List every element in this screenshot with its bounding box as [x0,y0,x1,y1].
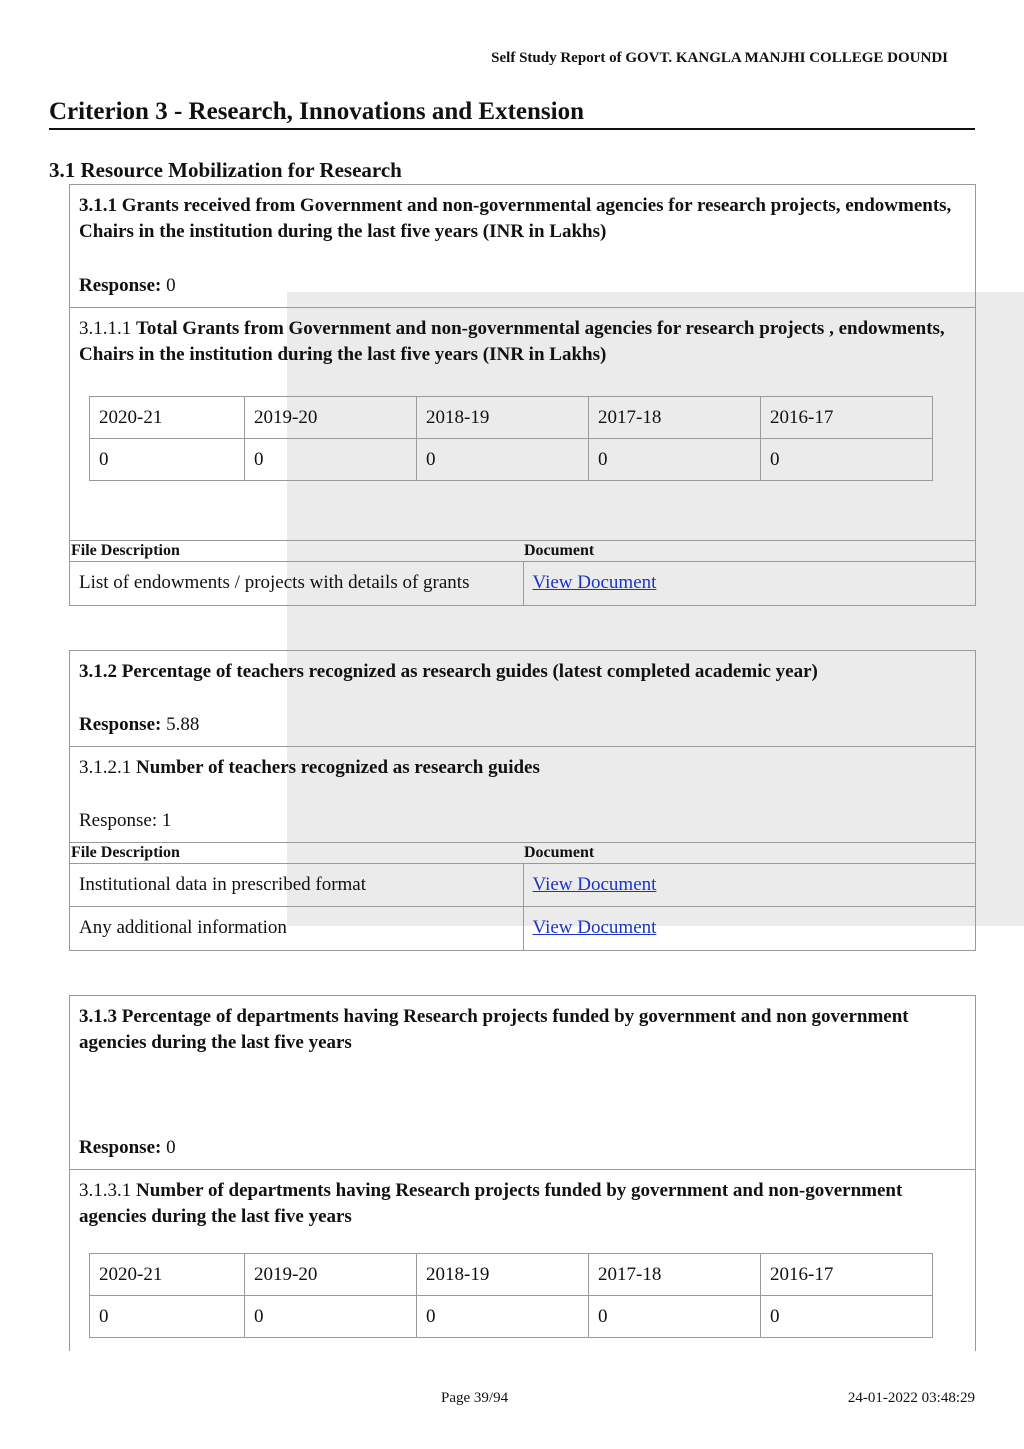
sub-metric-number: 3.1.2.1 [79,757,132,778]
document-header: Document [524,542,595,559]
metric-3-1-1-question-cell [70,185,975,307]
metric-3-1-1-1-cell [70,307,975,540]
file-row [70,907,975,950]
year-value-row [90,439,933,481]
metric-3-1-2-response [79,712,966,738]
file-description: List of endowments / projects with details of grants [70,562,523,605]
view-document-link[interactable]: View Document [532,874,657,895]
year-value: 0 [245,439,417,481]
file-row [70,562,975,605]
year-header: 2017-18 [589,1254,761,1296]
metric-3-1-2-question: 3.1.2 Percentage of teachers recognized as research guides (latest completed academic year) [79,661,818,682]
sub-metric-response: Response: 1 [79,810,172,831]
sub-metric-number: 3.1.3.1 [79,1180,132,1201]
year-value: 0 [245,1296,417,1338]
metric-3-1-1-box [69,184,976,606]
year-value: 0 [761,439,933,481]
file-description: Any additional information [70,907,523,950]
year-header: 2019-20 [245,397,417,439]
file-description-header: File Description [71,844,180,861]
metric-3-1-3-question-cell [70,996,975,1169]
metric-3-1-2-1-cell [70,746,975,842]
response-label: Response: [79,1137,162,1158]
sub-metric-text [79,1178,966,1230]
year-table [89,396,933,481]
response-value: 0 [166,1137,176,1158]
section-heading: 3.1 Resource Mobilization for Research [49,158,402,182]
metric-3-1-3-1-cell [70,1169,975,1346]
year-header: 2018-19 [417,397,589,439]
metric-3-1-3-box [69,995,976,1351]
response-value: 5.88 [166,714,200,735]
year-header: 2020-21 [90,397,245,439]
year-value: 0 [589,1296,761,1338]
sub-metric-title: Number of teachers recognized as research guides [136,757,540,778]
response-value: 0 [166,275,176,296]
file-description-header: File Description [71,542,180,559]
year-value-row [90,1296,933,1338]
year-header-row [90,1254,933,1296]
year-value: 0 [761,1296,933,1338]
year-header: 2018-19 [417,1254,589,1296]
file-table [70,842,975,950]
view-document-link[interactable]: View Document [532,572,657,594]
page-number: Page 39/94 [441,1390,509,1406]
metric-3-1-2-box [69,650,976,951]
metric-3-1-2-question-cell [70,651,975,746]
year-header: 2016-17 [761,397,933,439]
year-table [89,1253,933,1338]
year-value: 0 [417,1296,589,1338]
metric-3-1-3-question: 3.1.3 Percentage of departments having Research projects funded by government and non government agencies during the last five years [79,1006,909,1053]
year-value: 0 [589,439,761,481]
file-table-header [70,541,975,562]
file-description: Institutional data in prescribed format [70,864,523,907]
criterion-title: Criterion 3 - Research, Innovations and Extension [49,98,975,130]
file-row [70,864,975,907]
sub-metric-text [79,755,966,781]
year-value: 0 [90,1296,245,1338]
year-header: 2017-18 [589,397,761,439]
file-table-header [70,843,975,864]
metric-3-1-1-question: 3.1.1 Grants received from Government and non-governmental agencies for research projects, endowments, Chairs in the institution during the last five years (INR in Lakhs) [79,195,952,242]
year-header: 2020-21 [90,1254,245,1296]
sub-metric-title: Total Grants from Government and non-governmental agencies for research projects , endowments, Chairs in the institution during the last five years (INR in Lakhs) [79,318,945,365]
response-label: Response: [79,714,162,735]
sub-metric-title: Number of departments having Research projects funded by government and non-government agencies during the last five years [79,1180,903,1227]
metric-3-1-3-response [79,1135,966,1161]
document-header: Document [524,844,595,861]
generated-timestamp: 24-01-2022 03:48:29 [847,1390,975,1406]
metric-3-1-1-response [79,273,966,299]
response-label: Response: [79,275,162,296]
file-table [70,540,975,605]
year-header: 2019-20 [245,1254,417,1296]
year-value: 0 [90,439,245,481]
report-header: Self Study Report of GOVT. KANGLA MANJHI COLLEGE DOUNDI [491,50,948,66]
view-document-link[interactable]: View Document [532,917,657,939]
sub-metric-number: 3.1.1.1 [79,318,132,339]
sub-metric-text [79,316,966,368]
year-header-row [90,397,933,439]
year-header: 2016-17 [761,1254,933,1296]
year-value: 0 [417,439,589,481]
